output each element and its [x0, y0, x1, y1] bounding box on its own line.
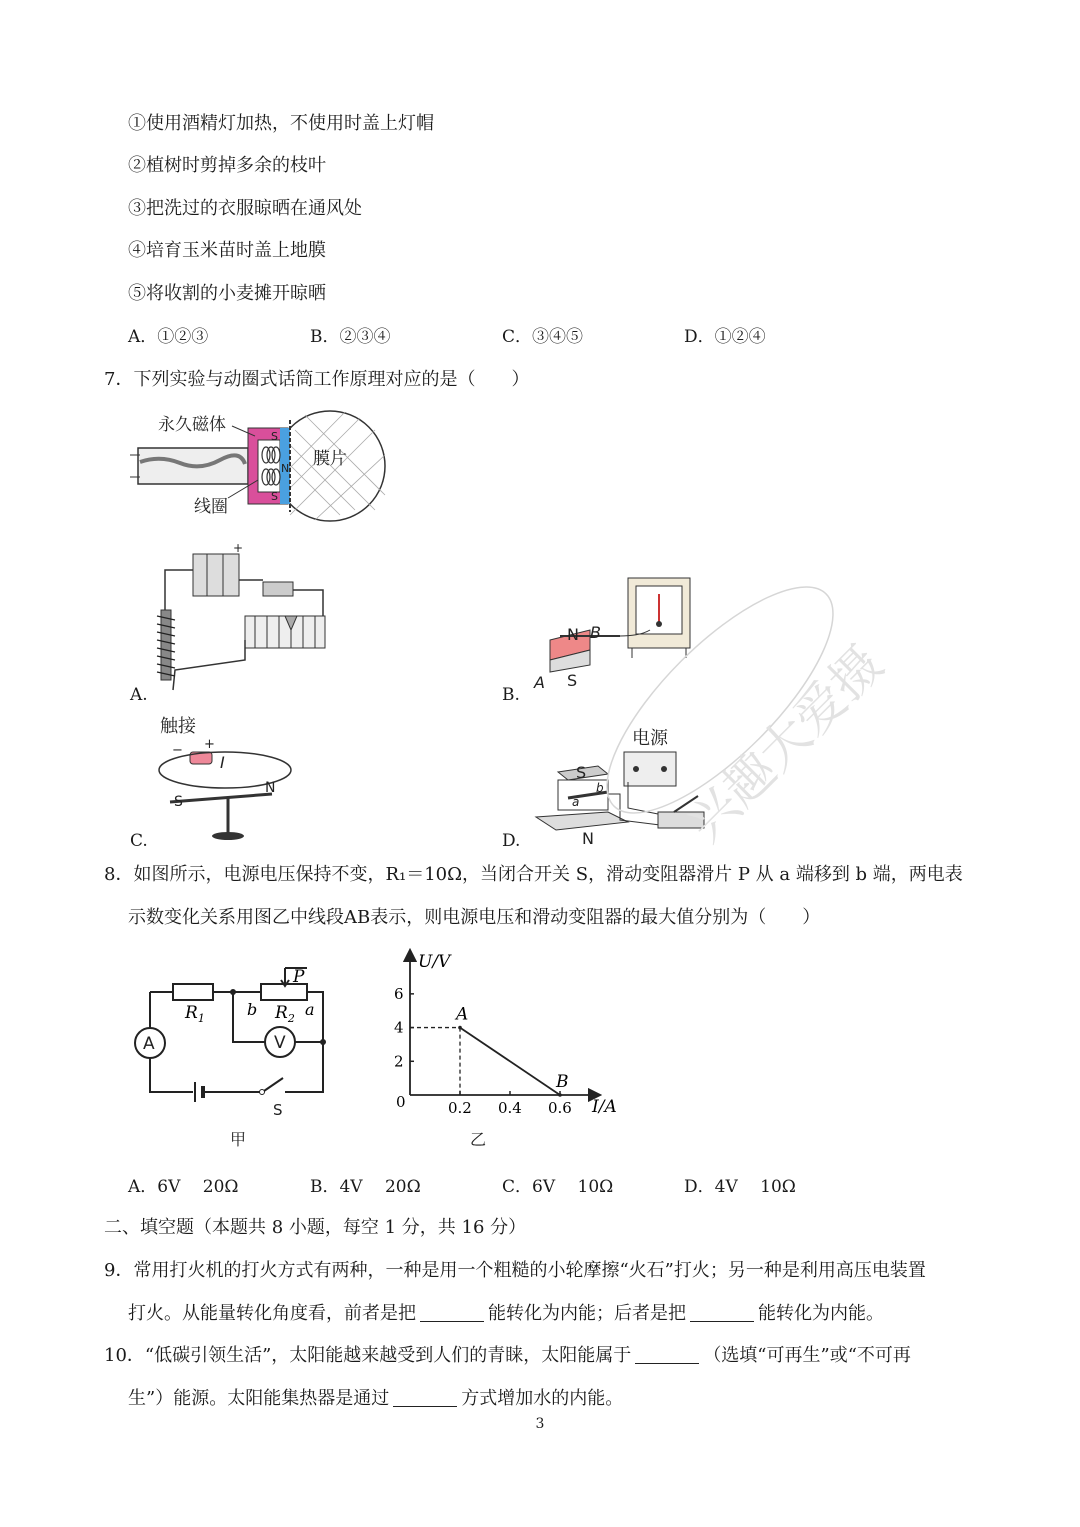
q8-stem-line2: 示数变化关系用图乙中线段AB表示，则电源电压和滑动变阻器的最大值分别为（ ） — [128, 907, 821, 928]
mic-s-top: S — [271, 430, 278, 443]
circuit-caption: 甲 — [230, 1130, 247, 1149]
b-a-label: A — [534, 673, 545, 692]
q7-option-c-label: C. — [130, 831, 148, 851]
option-c-figure — [150, 708, 290, 843]
list-item-5: ⑤将收割的小麦摊开晾晒 — [128, 283, 326, 304]
mic-coil-label: 线圈 — [194, 497, 228, 517]
x-axis-label: I/A — [592, 1097, 617, 1117]
origin-label: 0 — [396, 1093, 406, 1111]
section-2-heading: 二、填空题（本题共 8 小题，每空 1 分，共 16 分） — [104, 1217, 527, 1238]
point-label-A: A — [456, 1004, 469, 1025]
option-a-figure — [145, 540, 345, 700]
c-minus-label: − — [172, 743, 183, 758]
end-a-label: a — [305, 1000, 315, 1019]
x-tick-label-1: 0.4 — [498, 1099, 522, 1117]
point-B — [558, 1093, 562, 1097]
d-power-label: 电源 — [632, 728, 668, 749]
ammeter-symbol: A — [143, 1034, 155, 1054]
list-item-2: ②植树时剪掉多余的枝叶 — [128, 155, 326, 176]
b-b-label: B — [590, 623, 601, 642]
end-b-label: b — [247, 1000, 258, 1019]
microphone-figure — [130, 400, 370, 525]
x-tick-label-0: 0.2 — [448, 1099, 472, 1117]
mic-magnet-label: 永久磁体 — [158, 415, 226, 435]
c-plus-label: + — [204, 737, 215, 752]
watermark — [600, 580, 895, 853]
point-label-B: B — [556, 1072, 569, 1092]
c-n-label: N — [265, 780, 276, 796]
q7-option-b-label: B. — [502, 685, 520, 705]
q8-option-d: D．4V 10Ω — [684, 1177, 796, 1197]
y-tick-label-1: 4 — [394, 1018, 404, 1037]
c-touch-label: 触接 — [160, 716, 196, 737]
y-tick-label-0: 2 — [394, 1052, 404, 1071]
mic-membrane-label: 膜片 — [313, 449, 347, 469]
mic-s-bottom: S — [271, 490, 278, 503]
d-s-label: S — [576, 763, 587, 782]
point-A — [458, 1026, 462, 1030]
c-i-label: I — [220, 753, 225, 772]
q6-option-b: B．②③④ — [310, 327, 391, 347]
q8-stem-line1: 8．如图所示，电源电压保持不变，R₁＝10Ω，当闭合开关 S，滑动变阻器滑片 P 从 a 端移到 b 端，两电表 — [104, 864, 963, 885]
r1-label: $R_1$ — [185, 1003, 205, 1025]
q6-option-a: A．①②③ — [128, 327, 209, 347]
mic-n: N — [281, 462, 290, 475]
b-s-label: S — [567, 671, 578, 690]
q10-line2: 生”）能源。太阳能集热器是通过 方式增加水的内能。 — [128, 1388, 624, 1409]
q10-blank-1[interactable] — [635, 1345, 699, 1364]
q8-option-c: C．6V 10Ω — [502, 1177, 614, 1197]
q7-option-d-label: D. — [502, 831, 521, 851]
r2-label: $R_2$ — [275, 1003, 295, 1025]
q6-option-c: C．③④⑤ — [502, 327, 584, 347]
q9-blank-1[interactable] — [420, 1303, 484, 1322]
q8-option-b: B．4V 20Ω — [310, 1177, 421, 1197]
c-s-label: S — [174, 794, 183, 810]
q6-option-d: D．①②④ — [684, 327, 766, 347]
q10-blank-2[interactable] — [393, 1388, 457, 1407]
x-tick-label-2: 0.6 — [548, 1099, 572, 1117]
battery-plus: + — [233, 541, 244, 555]
switch-s-label: S — [273, 1101, 283, 1119]
d-n-label: N — [582, 829, 594, 848]
slider-p-label: P — [293, 967, 305, 987]
q9-blank-2[interactable] — [690, 1303, 754, 1322]
list-item-3: ③把洗过的衣服晾晒在通风处 — [128, 198, 362, 219]
q8-option-a: A．6V 20Ω — [128, 1177, 239, 1197]
q9-line1: 9．常用打火机的打火方式有两种，一种是用一个粗糙的小轮摩擦“火石”打火；另一种是利用高压电装置 — [104, 1260, 926, 1281]
page-number: 3 — [535, 1416, 545, 1432]
segment-ab — [460, 1028, 560, 1095]
q10-line1: 10．“低碳引领生活”，太阳能越来越受到人们的青睐，太阳能属于 （选填“可再生”或“不可再 — [104, 1345, 911, 1366]
circuit-jia — [125, 960, 345, 1150]
graph-yi — [380, 945, 640, 1150]
voltmeter-symbol: V — [274, 1033, 286, 1053]
y-tick-label-2: 6 — [394, 984, 404, 1003]
q7-stem: 7．下列实验与动圈式话筒工作原理对应的是（ ） — [104, 369, 530, 390]
list-item-4: ④培育玉米苗时盖上地膜 — [128, 240, 326, 261]
d-b-label: b — [596, 781, 604, 795]
y-axis-label: U/V — [418, 952, 451, 972]
list-item-1: ①使用酒精灯加热，不使用时盖上灯帽 — [128, 113, 434, 134]
b-n-label: N — [567, 625, 579, 644]
d-a-label: a — [572, 795, 580, 809]
graph-caption: 乙 — [470, 1130, 487, 1149]
q7-option-a-label: A. — [130, 685, 148, 705]
watermark-text: 兴趣大爱摄 — [676, 635, 895, 853]
q9-line2: 打火。从能量转化角度看，前者是把 能转化为内能；后者是把 能转化为内能。 — [128, 1303, 884, 1324]
